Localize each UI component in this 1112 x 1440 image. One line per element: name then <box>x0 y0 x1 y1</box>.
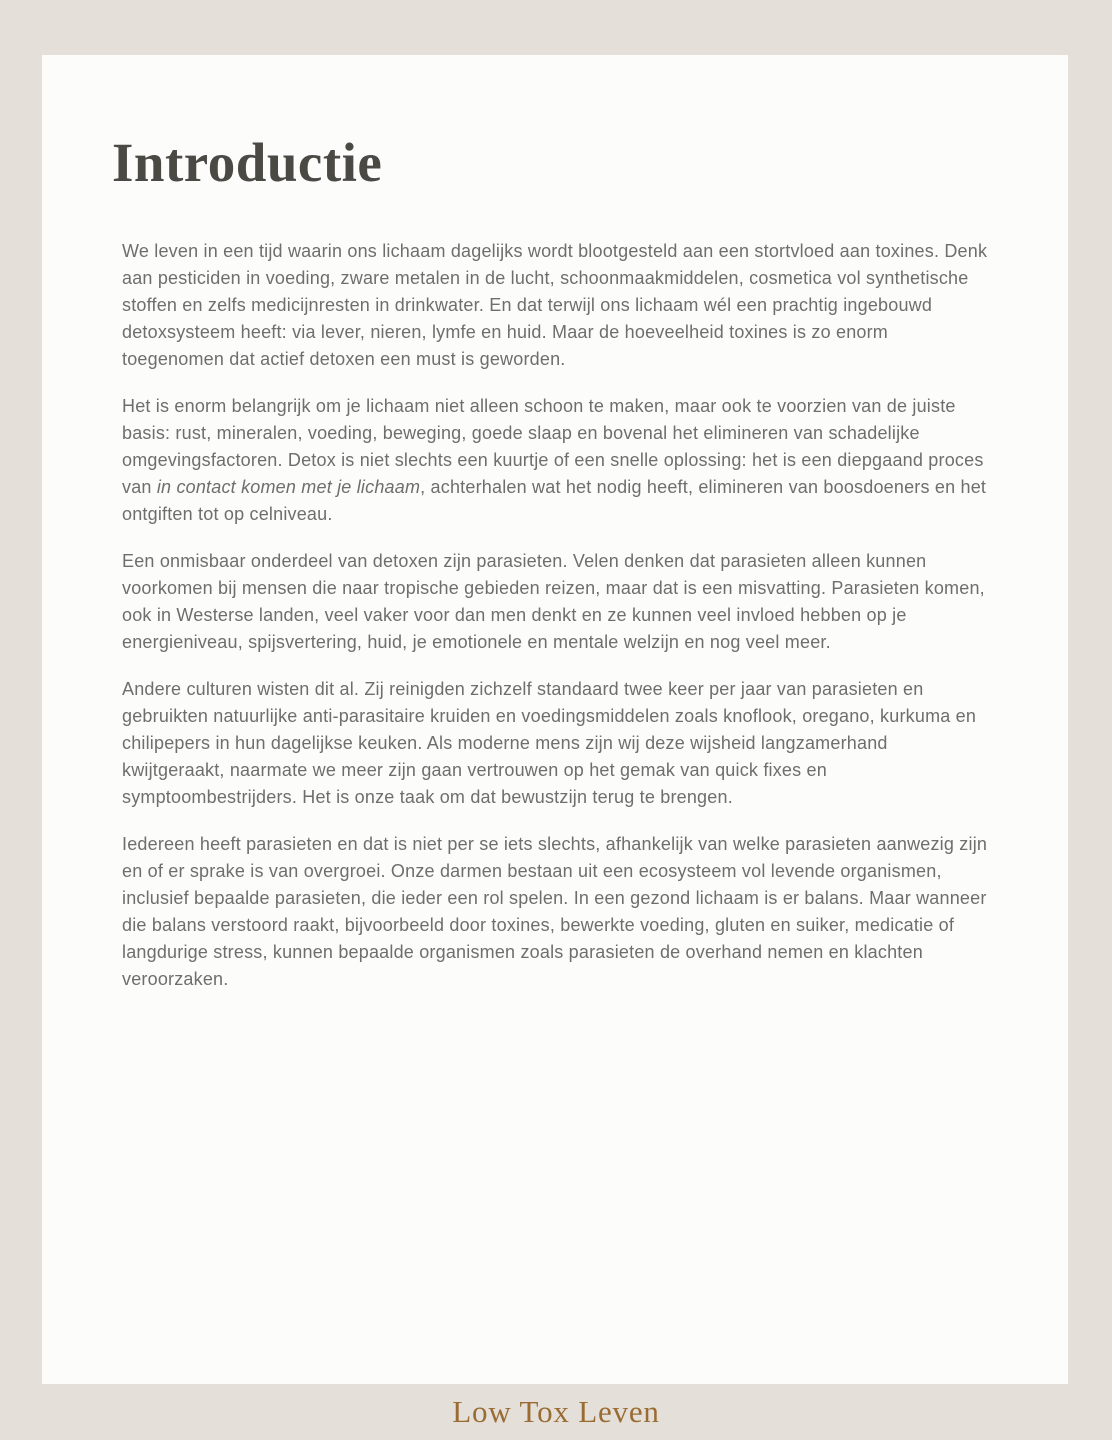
paragraph-2-post: , achterhalen wat het nodig heeft, elimineren van boosdoeners en het ontgiften tot op celniveau. <box>122 476 987 524</box>
footer-band <box>0 1384 1112 1440</box>
paragraph-3: Een onmisbaar onderdeel van detoxen zijn parasieten. Velen denken dat parasieten alleen kunnen voorkomen bij mensen die naar tropische gebieden reizen, maar dat is een misvatting. Parasieten komen, ook in Westerse landen, veel vaker voor dan men denkt en ze kunnen veel invloed hebben op je energieniveau, spijsvertering, huid, je emotionele en mentale welzijn en nog veel meer. <box>122 550 985 652</box>
paragraph-2-italic-phrase: in contact komen met je lichaam <box>156 476 421 497</box>
paragraph-5: Iedereen heeft parasieten en dat is niet per se iets slechts, afhankelijk van welke parasieten aanwezig zijn en of er sprake is van overgroei. Onze darmen bestaan uit een ecosysteem vol levende organismen, inclusief bepaalde parasieten, die ieder een rol spelen. In een gezond lichaam is er balans. Maar wanneer die balans verstoord raakt, bijvoorbeeld door toxines, bewerkte voeding, gluten en suiker, medicatie of langdurige stress, kunnen bepaalde organismen zoals parasieten de overhand nemen en klachten veroorzaken. <box>122 833 988 989</box>
paragraph-4: Andere culturen wisten dit al. Zij reinigden zichzelf standaard twee keer per jaar van parasieten en gebruikten natuurlijke anti-parasitaire kruiden en voedingsmiddelen zoals knoflook, oregano, kurkuma en chilipepers in hun dagelijkse keuken. Als moderne mens zijn wij deze wijsheid langzamerhand kwijtgeraakt, naarmate we meer zijn gaan vertrouwen op het gemak van quick fixes en symptoombestrijders. Het is onze taak om dat bewustzijn terug te brengen. <box>122 678 977 807</box>
body-copy <box>122 238 994 993</box>
page-title: Introductie <box>112 132 383 193</box>
paragraph-1: We leven in een tijd waarin ons lichaam dagelijks wordt blootgesteld aan een stortvloed aan toxines. Denk aan pesticiden in voeding, zware metalen in de lucht, schoonmaakmiddelen, cosmetica vol synthetische stoffen en zelfs medicijnresten in drinkwater. En dat terwijl ons lichaam wél een prachtig ingebouwd detoxsysteem heeft: via lever, nieren, lymfe en huid. Maar de hoeveelheid toxines is zo enorm toegenomen dat actief detoxen een must is geworden. <box>122 240 988 369</box>
brand-wordmark: Low Tox Leven <box>452 1394 660 1429</box>
paragraph-2 <box>122 393 994 528</box>
paragraph-2-pre: Het is enorm belangrijk om je lichaam niet alleen schoon te maken, maar ook te voorzien van de juiste basis: rust, mineralen, voeding, beweging, goede slaap en bovenal het elimineren van schadelijke omgevingsfactoren. Detox is niet slechts een kuurtje of een snelle oplossing: het is een diepgaand proces van <box>122 395 984 497</box>
document-page <box>42 55 1068 1384</box>
